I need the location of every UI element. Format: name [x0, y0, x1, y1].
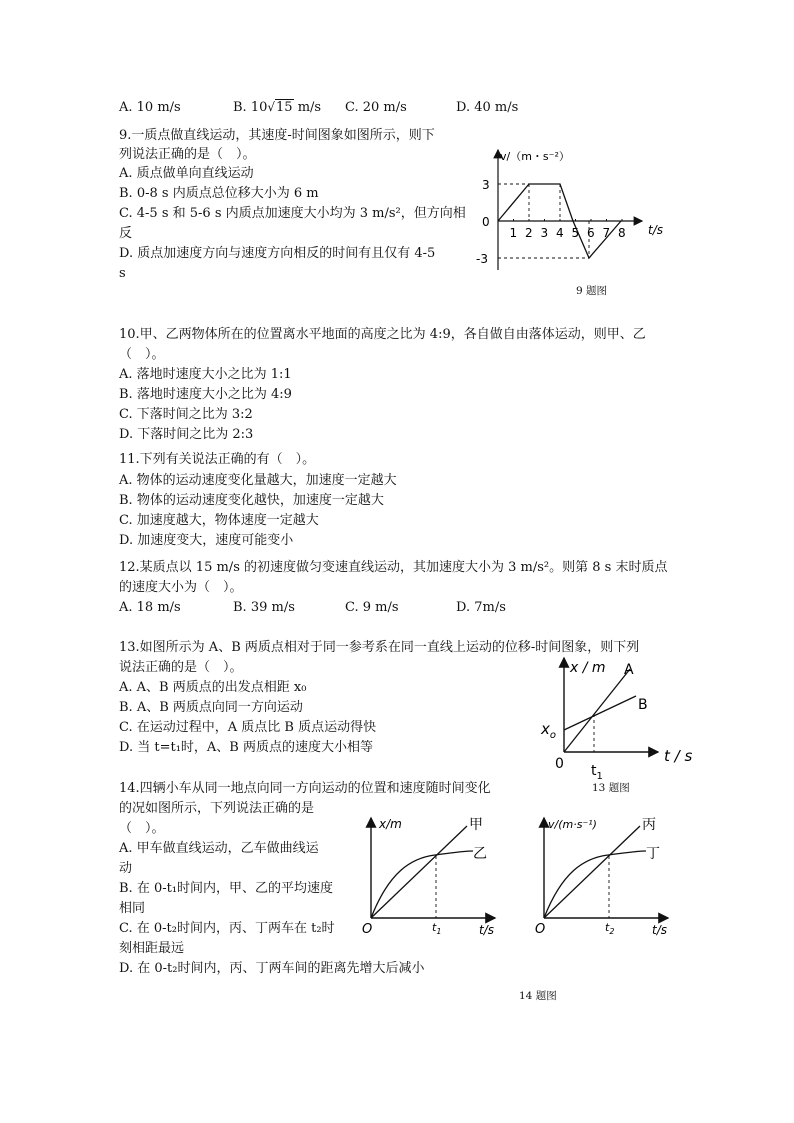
q9-x-tick-label: 6	[587, 226, 595, 240]
q14r-label-bing: 丙	[642, 817, 656, 833]
q13-option-b: B. A、B 两质点向同一方向运动	[119, 700, 303, 715]
q13-option-d: D. 当 t=t₁时，A、B 两质点的速度大小相等	[119, 740, 373, 755]
q10-stem-line-2: （ ）。	[119, 347, 165, 362]
q13-line-b	[564, 696, 636, 730]
q9-x-tick-label: 2	[525, 226, 533, 240]
q9-caption: 9 题图	[576, 285, 608, 297]
q10-option-b: B. 落地时速度大小之比为 4:9	[119, 387, 292, 402]
q13-stem-line-1: 13.如图所示为 A、B 两质点相对于同一参考系在同一直线上运动的位移-时间图象，则下列	[119, 640, 640, 655]
q14-option-c-line-2: 刻相距最远	[119, 941, 185, 956]
q8-option-b: B. 10√15 m/s	[233, 100, 322, 115]
q9-stem-line-2: 列说法正确的是（ ）。	[119, 147, 256, 162]
q13-xt-graph	[530, 652, 700, 782]
q9-option-c-line-2: 反	[119, 226, 133, 241]
q14-option-b-line-2: 相同	[119, 901, 146, 916]
q14-xt-graph	[355, 812, 515, 940]
q9-x-tick-label: 4	[556, 226, 564, 240]
q9-stem-line-1: 9.一质点做直线运动，其速度-时间图象如图所示，则下	[119, 128, 435, 143]
q13-t1-label: $t_1$	[591, 763, 603, 782]
q9-option-a: A. 质点做单向直线运动	[119, 166, 254, 181]
q11-option-b: B. 物体的运动速度变化越快，加速度一定越大	[119, 493, 384, 508]
q14l-label-jia: 甲	[469, 817, 483, 833]
q12-option-a: A. 18 m/s	[119, 600, 181, 615]
q14-option-b-line-1: B. 在 0-t₁时间内，甲、乙的平均速度	[119, 881, 334, 896]
q9-x-label: t/s	[648, 223, 663, 237]
q9-x-tick-label: 5	[571, 226, 580, 240]
q13-option-a: A. A、B 两质点的出发点相距 x₀	[119, 680, 307, 695]
q14-option-c-line-1: C. 在 0-t₂时间内，丙、丁两车在 t₂时	[119, 921, 335, 936]
q14-stem-line-2: 的况如图所示，下列说法正确的是	[119, 801, 315, 816]
q9-y-tick-0: 0	[482, 215, 490, 229]
q9-x-tick-label: 1	[509, 226, 518, 240]
q14r-y-label: v/(m·s⁻¹)	[548, 818, 597, 831]
q10-stem-line-1: 10.甲、乙两物体所在的位置离水平地面的高度之比为 4:9，各自做自由落体运动，则甲、乙	[119, 327, 646, 342]
q12-stem-line-1: 12.某质点以 15 m/s 的初速度做匀变速直线运动，其加速度大小为 3 m/s²。则第 8 s 末时质点	[119, 560, 668, 575]
q10-option-c: C. 下落时间之比为 3:2	[119, 407, 253, 422]
q9-option-d-line-2: s	[119, 266, 126, 281]
q8-option-b-radical: 15	[276, 100, 293, 115]
q14l-x-label: t/s	[479, 923, 494, 937]
q14-option-d: D. 在 0-t₂时间内，丙、丁两车间的距离先增大后减小	[119, 961, 425, 976]
q14-vt-graph	[528, 812, 688, 940]
q11-stem: 11.下列有关说法正确的有（ ）。	[119, 452, 316, 467]
q14r-x-label: t/s	[652, 923, 667, 937]
q14-option-a-line-2: 动	[119, 861, 133, 876]
q8-option-b-suffix: m/s	[293, 100, 322, 115]
q9-option-b: B. 0-8 s 内质点总位移大小为 6 m	[119, 186, 319, 201]
q13-option-c: C. 在运动过程中，A 质点比 B 质点运动得快	[119, 720, 377, 735]
q13-x0-label: $x_o$	[541, 720, 557, 741]
q9-y-tick-neg3: -3	[476, 252, 488, 266]
q9-x-ticks	[510, 219, 626, 240]
q9-x-tick-label: 7	[602, 226, 611, 240]
q12-stem-line-2: 的速度大小为（ ）。	[119, 580, 243, 595]
q9-y-tick-3: 3	[482, 178, 490, 192]
q8-option-c: C. 20 m/s	[345, 100, 407, 115]
q9-x-tick-label: 8	[618, 226, 626, 240]
q14r-label-ding: 丁	[646, 846, 660, 862]
q13-line-a	[564, 669, 630, 752]
q10-option-d: D. 下落时间之比为 2:3	[119, 427, 254, 442]
q13-x-label: t / s	[664, 747, 693, 765]
q14l-t1-label: $t_1$	[432, 921, 442, 936]
q14r-t2-label: $t_2$	[605, 921, 615, 936]
q8-option-b-prefix: B. 10	[233, 100, 268, 115]
q13-stem-line-2: 说法正确的是（ ）。	[119, 660, 243, 675]
q14-caption: 14 题图	[519, 990, 557, 1002]
q14-option-a-line-1: A. 甲车做直线运动，乙车做曲线运	[119, 841, 319, 856]
q9-y-label: v/（m・s⁻²）	[500, 150, 570, 163]
q14r-line-bing	[544, 826, 640, 918]
q12-option-d: D. 7m/s	[456, 600, 506, 615]
q11-option-d: D. 加速度变大，速度可能变小	[119, 533, 294, 548]
q9-x-tick-label: 3	[540, 226, 549, 240]
q11-option-c: C. 加速度越大，物体速度一定越大	[119, 513, 319, 528]
q14-stem-line-1: 14.四辆小车从同一地点向同一方向运动的位置和速度随时间变化	[119, 781, 491, 796]
q9-vt-graph	[470, 140, 680, 300]
q11-option-a: A. 物体的运动速度变化量越大，加速度一定越大	[119, 473, 397, 488]
q14r-curve-ding	[544, 851, 646, 918]
q14-stem-line-3: （ ）。	[119, 821, 165, 836]
q14l-line-jia	[371, 826, 467, 918]
q13-caption: 13 题图	[592, 782, 630, 794]
q14r-origin: O	[535, 922, 546, 937]
q13-y-label: x / m	[570, 660, 606, 676]
q9-option-d-line-1: D. 质点加速度方向与速度方向相反的时间有且仅有 4-5	[119, 246, 436, 261]
q14l-y-label: x/m	[379, 817, 402, 831]
q10-option-a: A. 落地时速度大小之比为 1:1	[119, 367, 292, 382]
q14l-origin: O	[362, 922, 373, 937]
q8-option-d: D. 40 m/s	[456, 100, 519, 115]
q14l-curve-yi	[371, 851, 473, 918]
q13-origin: 0	[555, 756, 564, 772]
q8-option-a: A. 10 m/s	[119, 100, 181, 115]
q12-option-b: B. 39 m/s	[233, 600, 295, 615]
q12-option-c: C. 9 m/s	[345, 600, 399, 615]
q13-label-a: A	[624, 662, 634, 678]
q13-label-b: B	[638, 697, 648, 713]
q9-option-c-line-1: C. 4-5 s 和 5-6 s 内质点加速度大小均为 3 m/s²，但方向相	[119, 206, 466, 221]
q14l-label-yi: 乙	[473, 846, 487, 862]
